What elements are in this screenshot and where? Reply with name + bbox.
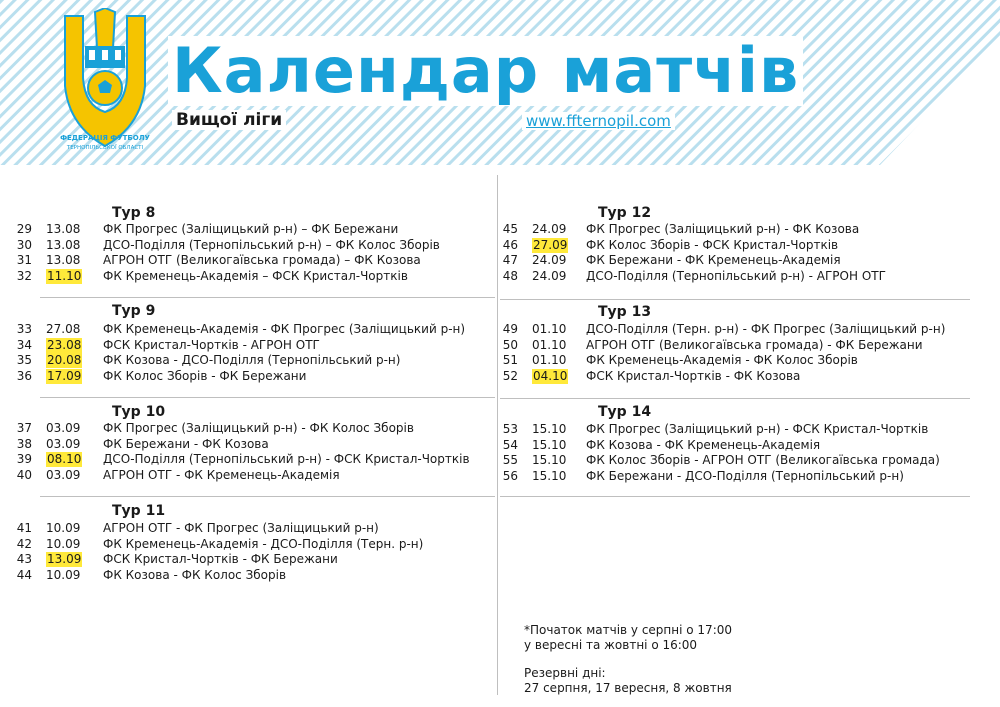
match-date: 01.10 xyxy=(532,322,567,336)
website-link[interactable]: www.ffternopil.com xyxy=(522,112,675,130)
match-teams: ФСК Кристал-Чортків - ФК Козова xyxy=(586,368,801,383)
match-date: 10.09 xyxy=(46,536,81,551)
match-teams: ФК Колос Зборів - ФК Бережани xyxy=(103,368,307,383)
match-date: 15.10 xyxy=(532,422,567,436)
match-number: 41 xyxy=(16,521,32,535)
match-row xyxy=(0,568,1000,583)
match-date: 24.09 xyxy=(532,268,567,283)
divider-tour-14-notes xyxy=(500,496,970,497)
match-row xyxy=(0,453,1000,468)
match-teams: АГРОН ОТГ (Великогаївська громада) – ФК Козова xyxy=(103,253,421,268)
match-number: 56 xyxy=(502,468,518,483)
match-date: 01.10 xyxy=(532,337,567,352)
match-date-rescheduled: 20.08 xyxy=(47,353,82,368)
match-row xyxy=(0,269,1000,284)
match-number: 43 xyxy=(16,552,32,567)
match-row xyxy=(0,438,1000,453)
match-number: 31 xyxy=(16,253,32,268)
divider-tour-12-13 xyxy=(500,299,970,300)
match-date: 13.08 xyxy=(46,222,81,236)
match-row xyxy=(0,338,1000,353)
divider-tour-8-9 xyxy=(40,297,495,298)
match-date: 10.09 xyxy=(46,521,81,535)
match-number: 37 xyxy=(16,421,32,435)
match-number: 44 xyxy=(16,567,32,582)
match-date: 15.10 xyxy=(532,468,567,483)
divider-tour-9-10 xyxy=(40,397,495,398)
match-teams: ДСО-Поділля (Терн. р-н) - ФК Прогрес (Заліщицький р-н) xyxy=(586,322,946,336)
match-row xyxy=(0,521,1000,536)
match-teams: ФК Кременець-Академія – ФСК Кристал-Чортків xyxy=(103,268,408,283)
match-number: 40 xyxy=(16,467,32,482)
match-teams: ФК Бережани - ФК Кременець-Академія xyxy=(586,253,841,268)
note-start-time-august: *Початок матчів у серпні о 17:00 xyxy=(524,623,733,637)
match-row xyxy=(0,422,1000,437)
match-teams: ФК Козова - ФК Кременець-Академія xyxy=(586,437,821,452)
match-date: 13.08 xyxy=(46,253,81,268)
match-teams: АГРОН ОТГ - ФК Прогрес (Заліщицький р-н) xyxy=(103,521,379,535)
match-date-rescheduled: 08.10 xyxy=(47,452,82,467)
match-date-rescheduled: 11.10 xyxy=(47,268,82,283)
match-date-rescheduled: 17.09 xyxy=(47,368,82,383)
tour-title: Тур 10 xyxy=(112,404,166,420)
match-number: 34 xyxy=(16,337,32,352)
match-number: 39 xyxy=(16,452,32,467)
note-reserve-title: Резервні дні: xyxy=(524,666,606,680)
match-teams: ФК Колос Зборів - АГРОН ОТГ (Великогаївська громада) xyxy=(586,453,940,468)
match-date: 24.09 xyxy=(532,222,567,236)
tour-title: Тур 12 xyxy=(598,205,652,221)
match-teams: АГРОН ОТГ - ФК Кременець-Академія xyxy=(103,467,340,482)
match-date: 01.10 xyxy=(532,353,567,368)
match-number: 53 xyxy=(502,422,518,436)
match-row xyxy=(0,537,1000,552)
match-number: 30 xyxy=(16,237,32,252)
tour-title: Тур 9 xyxy=(112,303,156,319)
match-date: 10.09 xyxy=(46,567,81,582)
match-teams: АГРОН ОТГ (Великогаївська громада) - ФК Бережани xyxy=(586,337,923,352)
divider-tour-10-11 xyxy=(40,496,495,497)
match-row xyxy=(0,253,1000,268)
match-date: 03.09 xyxy=(46,421,81,435)
match-date-rescheduled: 27.09 xyxy=(533,237,568,252)
match-date: 24.09 xyxy=(532,253,567,268)
match-date: 27.08 xyxy=(46,322,81,336)
match-number: 48 xyxy=(502,268,518,283)
match-teams: ФК Прогрес (Заліщицький р-н) - ФК Козова xyxy=(586,222,860,236)
match-number: 49 xyxy=(502,322,518,336)
match-row xyxy=(0,552,1000,567)
match-teams: ФК Козова - ФК Колос Зборів xyxy=(103,567,287,582)
match-number: 51 xyxy=(502,353,518,368)
match-number: 35 xyxy=(16,353,32,368)
match-teams: ФК Кременець-Академія - ФК Колос Зборів xyxy=(586,353,858,368)
note-start-time-autumn: у вересні та жовтні о 16:00 xyxy=(524,638,698,652)
match-number: 47 xyxy=(502,253,518,268)
match-number: 50 xyxy=(502,337,518,352)
match-row xyxy=(0,353,1000,368)
logo-text-top: ФЕДЕРАЦІЯ ФУТБОЛУ xyxy=(60,134,150,142)
match-teams: ФК Кременець-Академія - ДСО-Поділля (Терн. р-н) xyxy=(103,536,424,551)
match-row xyxy=(0,222,1000,237)
federation-logo xyxy=(55,8,155,158)
match-date-rescheduled: 23.08 xyxy=(47,337,82,352)
match-date: 03.09 xyxy=(46,467,81,482)
match-date-rescheduled: 13.09 xyxy=(47,552,82,567)
match-row xyxy=(0,469,1000,484)
match-teams: ДСО-Поділля (Тернопільський р-н) - ФСК Кристал-Чортків xyxy=(103,452,470,467)
match-teams: ФК Прогрес (Заліщицький р-н) – ФК Бережани xyxy=(103,222,399,236)
tour-title: Тур 14 xyxy=(598,404,652,420)
match-number: 45 xyxy=(502,222,518,236)
match-number: 36 xyxy=(16,368,32,383)
match-number: 52 xyxy=(502,368,518,383)
match-teams: ФК Козова - ДСО-Поділля (Тернопільський р-н) xyxy=(103,353,401,368)
match-teams: ФК Прогрес (Заліщицький р-н) - ФК Колос Зборів xyxy=(103,421,414,435)
match-teams: ФК Бережани - ФК Козова xyxy=(103,436,269,451)
match-date: 13.08 xyxy=(46,237,81,252)
logo-text-bottom: ТЕРНОПІЛЬСЬКОЇ ОБЛАСТІ xyxy=(66,145,144,151)
match-teams: ФСК Кристал-Чортків - АГРОН ОТГ xyxy=(103,337,320,352)
match-row xyxy=(0,322,1000,337)
match-teams: ФК Прогрес (Заліщицький р-н) - ФСК Кристал-Чортків xyxy=(586,422,929,436)
match-number: 55 xyxy=(502,453,518,468)
match-date: 15.10 xyxy=(532,453,567,468)
match-number: 29 xyxy=(16,222,32,236)
note-reserve-days: 27 серпня, 17 вересня, 8 жовтня xyxy=(524,681,732,695)
match-number: 32 xyxy=(16,268,32,283)
match-teams: ДСО-Поділля (Тернопільський р-н) - АГРОН ОТГ xyxy=(586,268,886,283)
divider-tour-13-14 xyxy=(500,398,970,399)
page-subtitle: Вищої ліги xyxy=(172,110,286,130)
tour-title: Тур 8 xyxy=(112,205,156,221)
match-teams: ДСО-Поділля (Тернопільський р-н) – ФК Колос Зборів xyxy=(103,237,440,252)
tour-title: Тур 13 xyxy=(598,304,652,320)
match-teams: ФСК Кристал-Чортків - ФК Бережани xyxy=(103,552,338,567)
match-number: 33 xyxy=(16,322,32,336)
match-teams: ФК Кременець-Академія - ФК Прогрес (Заліщицький р-н) xyxy=(103,322,466,336)
match-date: 03.09 xyxy=(46,436,81,451)
match-number: 42 xyxy=(16,536,32,551)
match-teams: ФК Бережани - ДСО-Поділля (Тернопільський р-н) xyxy=(586,468,904,483)
match-row xyxy=(0,369,1000,384)
page-title: Календар матчів xyxy=(168,36,803,106)
match-date: 15.10 xyxy=(532,437,567,452)
match-teams: ФК Колос Зборів - ФСК Кристал-Чортків xyxy=(586,237,839,252)
match-number: 46 xyxy=(502,237,518,252)
match-number: 54 xyxy=(502,437,518,452)
match-row xyxy=(0,238,1000,253)
match-date-rescheduled: 04.10 xyxy=(533,368,568,383)
tour-title: Тур 11 xyxy=(112,503,166,519)
match-number: 38 xyxy=(16,436,32,451)
